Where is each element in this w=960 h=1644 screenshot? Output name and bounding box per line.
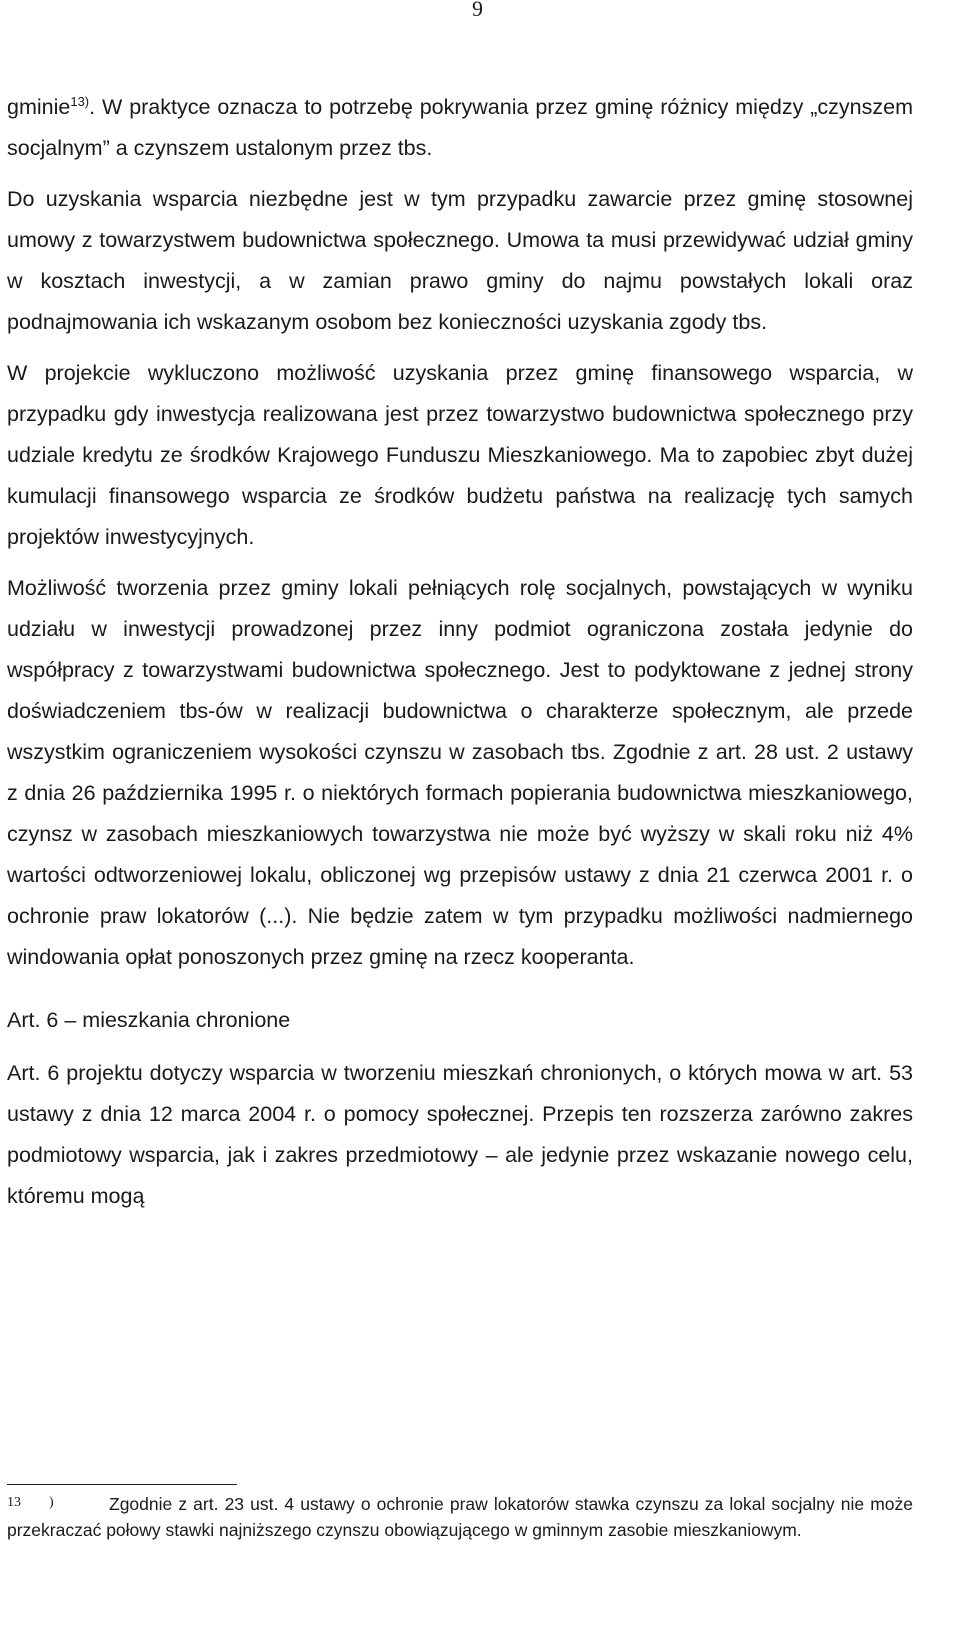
footnote-number: 13 [7,1495,21,1510]
paragraph-1-rest: . W praktyce oznacza to potrzebę pokrywania przez gminę różnicy między „czynszem socjalnym” a czynszem ustalonym przez tbs. [7,95,913,160]
document-body [7,87,913,1217]
footnote-divider [7,1484,237,1485]
footnote-text: Zgodnie z art. 23 ust. 4 ustawy o ochronie praw lokatorów stawka czynszu za lokal socjalny nie może przekraczać połowy stawki najniższego czynszu obowiązującego w gminnym zasobie mieszkaniowym. [7,1494,913,1540]
paragraph-4: Możliwość tworzenia przez gminy lokali pełniących rolę socjalnych, powstających w wyniku udziału w inwestycji prowadzonej przez inny podmiot ograniczona została jedynie do współpracy z towarzystwami budownictwa społecznego. Jest to podyktowane z jednej strony doświadczeniem tbs-ów w realizacji budownictwa o charakterze społecznym, ale przede wszystkim ograniczeniem wysokości czynszu w zasobach tbs. Zgodnie z art. 28 ust. 2 ustawy z dnia 26 października 1995 r. o niektórych formach popierania budownictwa mieszkaniowego, czynsz w zasobach mieszkaniowych towarzystwa nie może być wyższy w skali roku niż 4% wartości odtworzeniowej lokalu, obliczonej wg przepisów ustawy z dnia 21 czerwca 2001 r. o ochronie praw lokatorów (...). Nie będzie zatem w tym przypadku możliwości nadmiernego windowania opłat ponoszonych przez gminę na rzecz kooperanta. [7,576,913,969]
paragraph-1-start: gminie [7,95,71,119]
paragraph-3: W projekcie wykluczono możliwość uzyskania przez gminę finansowego wsparcia, w przypadku gdy inwestycja realizowana jest przez towarzystwo budownictwa społecznego przy udziale kredytu ze środków Krajowego Funduszu Mieszkaniowego. Ma to zapobiec zbyt dużej kumulacji finansowego wsparcia ze środków budżetu państwa na realizację tych samych projektów inwestycyjnych. [7,361,913,549]
page-number: 9 [472,0,483,21]
footnote-marker [7,1490,109,1516]
footnote-reference: 13) [70,94,90,109]
section-heading: Art. 6 – mieszkania chronione [7,1008,291,1032]
paragraph-2: Do uzyskania wsparcia niezbędne jest w tym przypadku zawarcie przez gminę stosownej umowy z towarzystwem budownictwa społecznego. Umowa ta musi przewidywać udział gminy w kosztach inwestycji, a w zamian prawo gminy do najmu powstałych lokali oraz podnajmowania ich wskazanym osobom bez konieczności uzyskania zgody tbs. [7,187,913,334]
footnote [7,1490,913,1543]
paragraph-1 [7,87,913,169]
footnote-paren: ) [49,1495,54,1510]
paragraph-5: Art. 6 projektu dotyczy wsparcia w tworzeniu mieszkań chronionych, o których mowa w art. 53 ustawy z dnia 12 marca 2004 r. o pomocy społecznej. Przepis ten rozszerza zarówno zakres podmiotowy wsparcia, jak i zakres przedmiotowy – ale jedynie przez wskazanie nowego celu, któremu mogą [7,1061,913,1208]
